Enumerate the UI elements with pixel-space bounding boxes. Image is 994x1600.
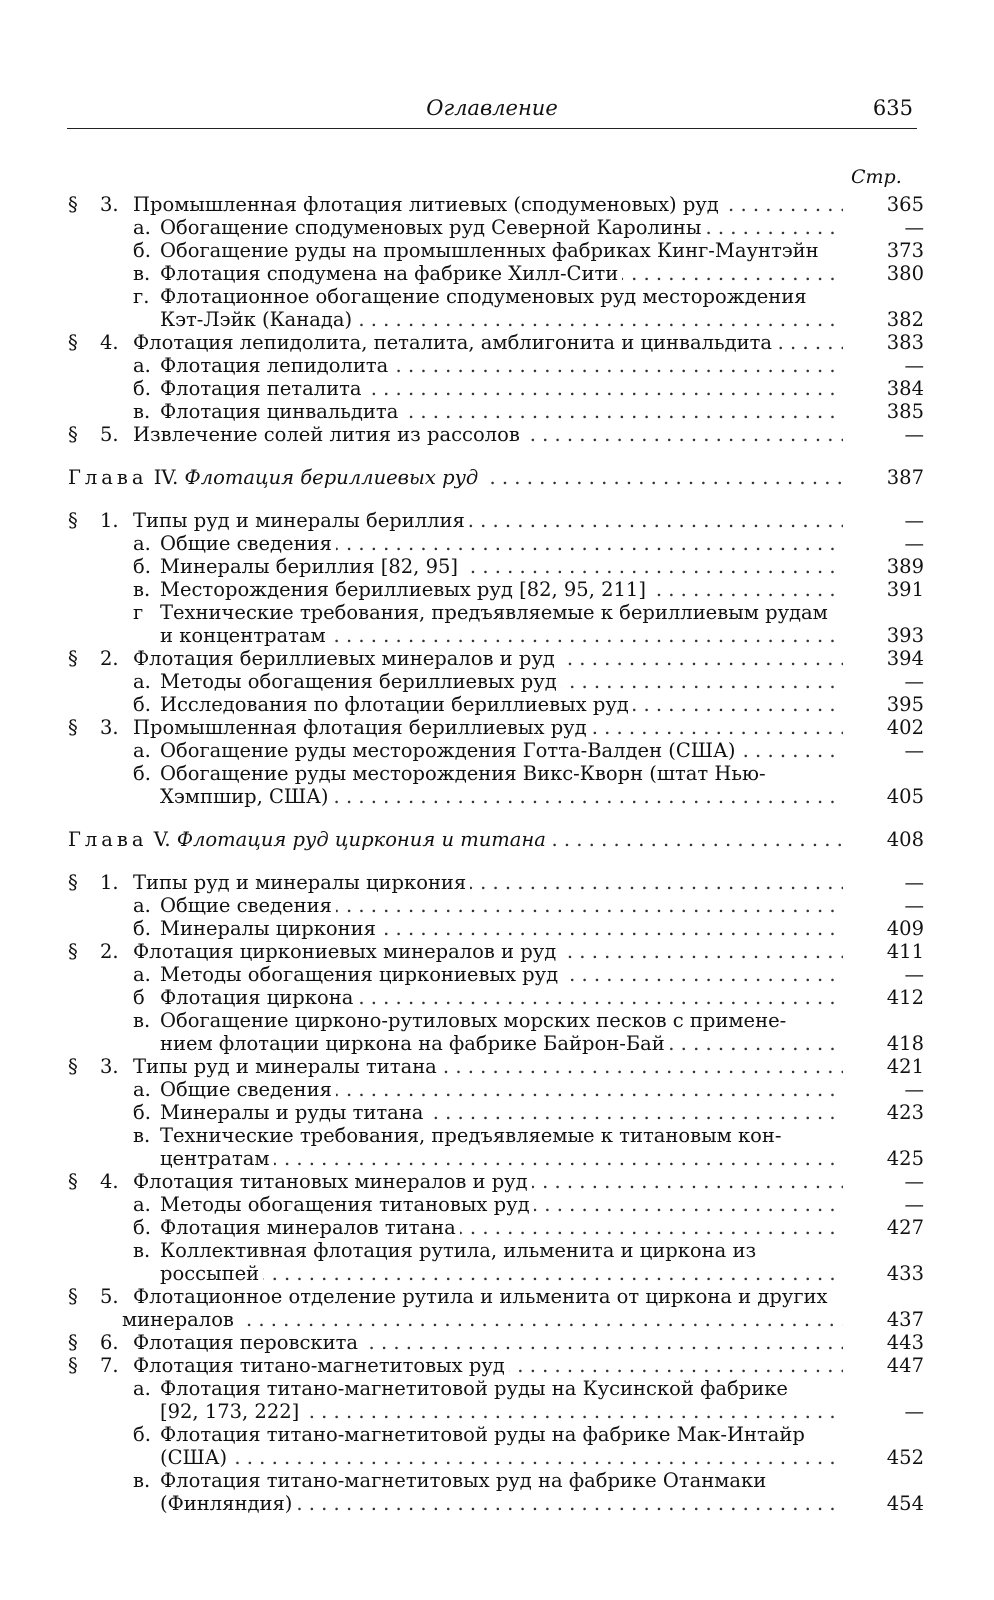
toc-entry <box>0 1078 994 1101</box>
entry-title <box>160 216 843 239</box>
subsection-letter: б. <box>133 1423 151 1446</box>
entry-page-number: — <box>904 1400 924 1423</box>
entry-title <box>160 762 843 785</box>
entry-title <box>160 1032 843 1055</box>
section-number: 4. <box>100 331 119 354</box>
section-number: 7. <box>100 1354 119 1377</box>
chapter-heading <box>68 828 843 851</box>
entry-title <box>133 1055 843 1078</box>
subsection-letter: б. <box>133 555 151 578</box>
entry-title <box>133 193 843 216</box>
section-number: 3. <box>100 716 119 739</box>
entry-text: Обогащение цирконо-рутиловых морских песков с примене- <box>160 1009 790 1032</box>
entry-title <box>160 624 843 647</box>
entry-page-number: 380 <box>886 262 924 285</box>
entry-text: Флотация бериллиевых минералов и руд <box>133 647 559 670</box>
subsection-letter: в. <box>133 1009 151 1032</box>
toc-entry <box>0 308 994 331</box>
chapter-number: V. <box>153 828 171 851</box>
section-number: 2. <box>100 647 119 670</box>
entry-text: (США) <box>160 1446 231 1469</box>
entry-page-number: 405 <box>886 785 924 808</box>
subsection-letter: а. <box>133 532 151 555</box>
toc-entry <box>0 871 994 894</box>
toc-entry <box>0 1331 994 1354</box>
subsection-letter: б. <box>133 693 151 716</box>
entry-page-number: — <box>904 216 924 239</box>
toc-entry <box>0 1239 994 1262</box>
entry-title <box>133 1331 843 1354</box>
entry-title <box>160 555 843 578</box>
entry-page-number: — <box>904 871 924 894</box>
toc-entry <box>0 828 994 851</box>
section-number: 5. <box>100 423 119 446</box>
header-title: Оглавление <box>426 96 558 120</box>
entry-title <box>160 670 843 693</box>
toc-entry <box>0 1308 994 1331</box>
entry-text: Флотационное отделение рутила и ильменита от циркона и других <box>133 1285 832 1308</box>
entry-page-number: — <box>904 423 924 446</box>
toc-entry <box>0 1193 994 1216</box>
entry-title <box>160 578 843 601</box>
entry-page-number: 454 <box>886 1492 924 1515</box>
toc-entry <box>0 262 994 285</box>
entry-text: Методы обогащения титановых руд <box>160 1193 534 1216</box>
entry-page-number: 423 <box>886 1101 924 1124</box>
entry-page-number: 411 <box>886 940 924 963</box>
entry-page-number: 412 <box>886 986 924 1009</box>
toc-entry <box>0 762 994 785</box>
subsection-letter: а. <box>133 1377 151 1400</box>
entry-text: нием флотации циркона на фабрике Байрон-Бай <box>160 1032 669 1055</box>
subsection-letter: а. <box>133 739 151 762</box>
entry-page-number: 433 <box>886 1262 924 1285</box>
subsection-letter: в. <box>133 578 151 601</box>
entry-title <box>160 239 843 262</box>
entry-title <box>160 1124 843 1147</box>
entry-page-number: 425 <box>886 1147 924 1170</box>
entry-text: Флотация титано-магнетитовой руды на фабрике Мак-Интайр <box>160 1423 809 1446</box>
section-sign: § <box>68 1170 78 1193</box>
entry-page-number: 394 <box>886 647 924 670</box>
entry-title <box>160 262 843 285</box>
entry-text: Флотация титано-магнетитовых руд на фабрике Отанмаки <box>160 1469 770 1492</box>
toc-entry <box>0 1377 994 1400</box>
entry-page-number: 427 <box>886 1216 924 1239</box>
entry-text: центратам <box>160 1147 274 1170</box>
entry-text: Флотация сподумена на фабрике Хилл-Сити <box>160 262 622 285</box>
entry-title <box>133 423 843 446</box>
subsection-letter: а. <box>133 670 151 693</box>
entry-title <box>160 1216 843 1239</box>
entry-text: Флотация лепидолита <box>160 354 392 377</box>
toc-entry <box>0 1400 994 1423</box>
entry-title <box>160 963 843 986</box>
toc-entry <box>0 1354 994 1377</box>
subsection-letter: в. <box>133 400 151 423</box>
entry-title <box>160 1469 843 1492</box>
entry-page-number: 389 <box>886 555 924 578</box>
toc-entry <box>0 624 994 647</box>
entry-page-number: 421 <box>886 1055 924 1078</box>
entry-text: Минералы циркония <box>160 917 380 940</box>
section-sign: § <box>68 1354 78 1377</box>
toc-entry <box>0 285 994 308</box>
entry-title <box>160 894 843 917</box>
entry-page-number: 452 <box>886 1446 924 1469</box>
subsection-letter: в. <box>133 1124 151 1147</box>
toc-entry <box>0 894 994 917</box>
entry-page-number: — <box>904 894 924 917</box>
entry-title <box>160 1009 843 1032</box>
entry-title <box>160 1239 843 1262</box>
entry-text: (Финляндия) <box>160 1492 296 1515</box>
entry-text: россыпей <box>160 1262 263 1285</box>
toc-entry <box>0 1009 994 1032</box>
toc-entry <box>0 1492 994 1515</box>
entry-title <box>133 1170 843 1193</box>
entry-page-number: — <box>904 354 924 377</box>
page-column-label: Стр. <box>851 166 902 188</box>
entry-text: Флотация минералов титана <box>160 1216 460 1239</box>
section-number: 6. <box>100 1331 119 1354</box>
entry-title <box>160 377 843 400</box>
entry-text: Обогащение руды на промышленных фабриках Кинг-Маунтэйн <box>160 239 823 262</box>
entry-text: Технические требования, предъявляемые к титановым кон- <box>160 1124 785 1147</box>
toc-entry <box>0 239 994 262</box>
entry-text: Флотация циркона <box>160 986 357 1009</box>
entry-text: Методы обогащения бериллиевых руд <box>160 670 561 693</box>
toc-entry <box>0 1101 994 1124</box>
entry-page-number: 447 <box>886 1354 924 1377</box>
entry-text: Коллективная флотация рутила, ильменита и циркона из <box>160 1239 760 1262</box>
toc-entry <box>0 1147 994 1170</box>
subsection-letter: б <box>133 986 145 1009</box>
toc-entry <box>0 1262 994 1285</box>
toc-entry <box>0 466 994 489</box>
entry-text: Минералы и руды титана <box>160 1101 427 1124</box>
subsection-letter: в. <box>133 262 151 285</box>
entry-page-number: 418 <box>886 1032 924 1055</box>
entry-page-number: 365 <box>886 193 924 216</box>
entry-text: Флотация титано-магнетитовых руд <box>133 1354 509 1377</box>
entry-text: Промышленная флотация бериллиевых руд <box>133 716 591 739</box>
toc-entry <box>0 1446 994 1469</box>
toc-entry <box>0 354 994 377</box>
entry-text: Типы руд и минералы циркония <box>133 871 470 894</box>
entry-text: Промышленная флотация литиевых (сподуменовых) руд <box>133 193 723 216</box>
subsection-letter: г <box>133 601 144 624</box>
toc-entry <box>0 670 994 693</box>
chapter-heading-text <box>68 828 550 851</box>
entry-page-number: 408 <box>886 828 924 851</box>
entry-text: Обогащение руды месторождения Готта-Валден (США) <box>160 739 739 762</box>
entry-text: Исследования по флотации бериллиевых руд <box>160 693 633 716</box>
toc-entry <box>0 578 994 601</box>
toc-entry <box>0 331 994 354</box>
entry-title <box>160 739 843 762</box>
section-number: 5. <box>100 1285 119 1308</box>
chapter-word: Глава <box>68 466 148 489</box>
entry-text: Минералы бериллия [82, 95] <box>160 555 462 578</box>
entry-title <box>133 1285 843 1308</box>
entry-page-number: 402 <box>886 716 924 739</box>
entry-page-number: — <box>904 509 924 532</box>
toc-entry <box>0 509 994 532</box>
entry-text: Флотация цинвальдита <box>160 400 402 423</box>
section-sign: § <box>68 193 78 216</box>
toc-entry <box>0 555 994 578</box>
entry-title <box>160 1377 843 1400</box>
entry-text: Общие сведения <box>160 894 336 917</box>
toc-entry <box>0 1285 994 1308</box>
entry-text: и концентратам <box>160 624 330 647</box>
entry-page-number: — <box>904 670 924 693</box>
subsection-letter: б. <box>133 239 151 262</box>
entry-title <box>160 986 843 1009</box>
entry-title <box>160 1078 843 1101</box>
toc-entry <box>0 1469 994 1492</box>
chapter-title: Флотация бериллиевых руд <box>184 466 479 489</box>
toc-entry <box>0 963 994 986</box>
entry-text: Методы обогащения циркониевых руд <box>160 963 562 986</box>
section-sign: § <box>68 647 78 670</box>
entry-text: Флотация титано-магнетитовой руды на Кусинской фабрике <box>160 1377 792 1400</box>
entry-title <box>160 1262 843 1285</box>
entry-text: Обогащение сподуменовых руд Северной Каролины <box>160 216 705 239</box>
entry-text: Флотация перовскита <box>133 1331 362 1354</box>
running-header <box>67 96 917 129</box>
entry-title <box>160 1492 843 1515</box>
toc-entry <box>0 986 994 1009</box>
section-sign: § <box>68 1331 78 1354</box>
entry-page-number: 391 <box>886 578 924 601</box>
subsection-letter: б. <box>133 762 151 785</box>
chapter-heading-text <box>68 466 482 489</box>
entry-title <box>160 1147 843 1170</box>
subsection-letter: б. <box>133 377 151 400</box>
toc-entry <box>0 377 994 400</box>
entry-title <box>160 1101 843 1124</box>
entry-text: Флотация лепидолита, петалита, амблигонита и цинвальдита <box>133 331 776 354</box>
entry-text: Флотационное обогащение сподуменовых руд месторождения <box>160 285 811 308</box>
table-of-contents <box>0 193 994 1515</box>
entry-page-number: 384 <box>886 377 924 400</box>
subsection-letter: б. <box>133 917 151 940</box>
entry-page-number: — <box>904 1193 924 1216</box>
entry-text: Типы руд и минералы титана <box>133 1055 441 1078</box>
entry-title <box>160 400 843 423</box>
chapter-number: IV. <box>153 466 179 489</box>
subsection-letter: а. <box>133 963 151 986</box>
entry-page-number: 385 <box>886 400 924 423</box>
entry-page-number: 383 <box>886 331 924 354</box>
entry-title <box>160 1446 843 1469</box>
entry-page-number: — <box>904 532 924 555</box>
subsection-letter: а. <box>133 354 151 377</box>
entry-text: Извлечение солей лития из рассолов <box>133 423 524 446</box>
subsection-letter: а. <box>133 1078 151 1101</box>
chapter-word: Глава <box>68 828 148 851</box>
entry-page-number: 382 <box>886 308 924 331</box>
entry-title <box>160 1423 843 1446</box>
section-number: 2. <box>100 940 119 963</box>
subsection-letter: а. <box>133 1193 151 1216</box>
entry-text: Флотация титановых минералов и руд <box>133 1170 532 1193</box>
entry-text: Общие сведения <box>160 1078 336 1101</box>
toc-entry <box>0 601 994 624</box>
toc-entry <box>0 917 994 940</box>
subsection-letter: б. <box>133 1101 151 1124</box>
entry-title <box>133 331 843 354</box>
subsection-letter: а. <box>133 216 151 239</box>
entry-text: Кэт-Лэйк (Канада) <box>160 308 356 331</box>
entry-title <box>133 940 843 963</box>
toc-entry <box>0 1423 994 1446</box>
section-sign: § <box>68 423 78 446</box>
entry-title <box>122 1308 843 1331</box>
toc-entry <box>0 693 994 716</box>
section-sign: § <box>68 1055 78 1078</box>
entry-page-number: 387 <box>886 466 924 489</box>
entry-page-number: 373 <box>886 239 924 262</box>
section-sign: § <box>68 1285 78 1308</box>
toc-entry <box>0 216 994 239</box>
subsection-letter: г. <box>133 285 150 308</box>
entry-text: Флотация петалита <box>160 377 366 400</box>
section-sign: § <box>68 331 78 354</box>
toc-entry <box>0 716 994 739</box>
section-number: 4. <box>100 1170 119 1193</box>
entry-title <box>133 871 843 894</box>
toc-entry <box>0 193 994 216</box>
entry-text: Типы руд и минералы бериллия <box>133 509 469 532</box>
section-sign: § <box>68 509 78 532</box>
toc-entry <box>0 1032 994 1055</box>
entry-text: Хэмпшир, США) <box>160 785 333 808</box>
entry-page-number: 443 <box>886 1331 924 1354</box>
entry-text: Обогащение руды месторождения Викс-Кворн (штат Нью- <box>160 762 770 785</box>
entry-page-number: — <box>904 1078 924 1101</box>
entry-title <box>133 716 843 739</box>
entry-title <box>160 354 843 377</box>
toc-entry <box>0 532 994 555</box>
entry-title <box>160 1193 843 1216</box>
entry-title <box>160 1400 843 1423</box>
entry-page-number: 437 <box>886 1308 924 1331</box>
toc-entry <box>0 647 994 670</box>
entry-title <box>160 601 843 624</box>
section-number: 3. <box>100 193 119 216</box>
subsection-letter: а. <box>133 894 151 917</box>
entry-page-number: — <box>904 739 924 762</box>
chapter-title: Флотация руд циркония и титана <box>176 828 546 851</box>
entry-title <box>160 308 843 331</box>
subsection-letter: б. <box>133 1216 151 1239</box>
entry-text: Месторождения бериллиевых руд [82, 95, 211] <box>160 578 650 601</box>
section-sign: § <box>68 940 78 963</box>
entry-text: Технические требования, предъявляемые к бериллиевым рудам <box>160 601 832 624</box>
section-sign: § <box>68 871 78 894</box>
section-number: 3. <box>100 1055 119 1078</box>
entry-title <box>160 693 843 716</box>
toc-entry <box>0 1216 994 1239</box>
toc-entry <box>0 400 994 423</box>
toc-entry <box>0 1170 994 1193</box>
entry-title <box>160 285 843 308</box>
entry-title <box>160 532 843 555</box>
entry-page-number: 393 <box>886 624 924 647</box>
subsection-letter: в. <box>133 1469 151 1492</box>
entry-page-number: — <box>904 963 924 986</box>
entry-title <box>133 1354 843 1377</box>
section-number: 1. <box>100 509 119 532</box>
chapter-heading <box>68 466 843 489</box>
section-sign: § <box>68 716 78 739</box>
header-page-number: 635 <box>872 96 913 120</box>
toc-entry <box>0 940 994 963</box>
entry-title <box>160 785 843 808</box>
entry-title <box>133 509 843 532</box>
entry-page-number: 409 <box>886 917 924 940</box>
entry-title <box>160 917 843 940</box>
toc-entry <box>0 1124 994 1147</box>
toc-entry <box>0 423 994 446</box>
entry-title <box>133 647 843 670</box>
entry-text: [92, 173, 222] <box>160 1400 303 1423</box>
section-number: 1. <box>100 871 119 894</box>
subsection-letter: в. <box>133 1239 151 1262</box>
entry-page-number: — <box>904 1170 924 1193</box>
entry-text: Общие сведения <box>160 532 336 555</box>
toc-entry <box>0 785 994 808</box>
entry-text: Флотация циркониевых минералов и руд <box>133 940 560 963</box>
entry-text: минералов <box>122 1308 238 1331</box>
entry-page-number: 395 <box>886 693 924 716</box>
toc-entry <box>0 1055 994 1078</box>
toc-entry <box>0 739 994 762</box>
